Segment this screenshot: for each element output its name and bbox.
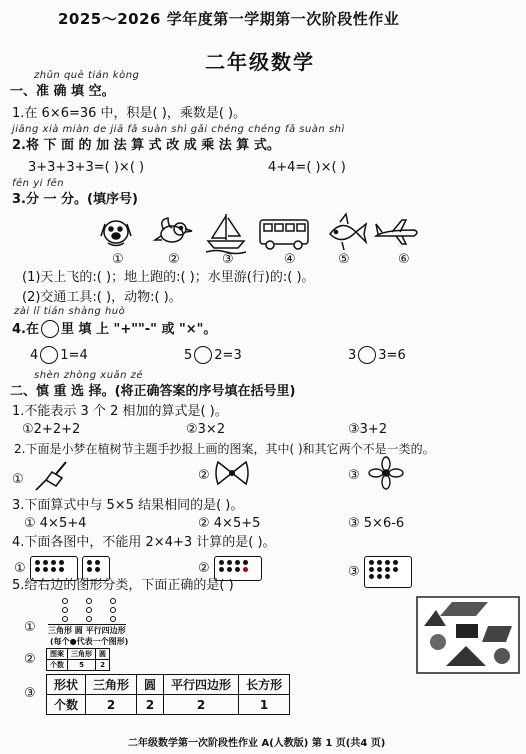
- q4-item-1: 4 1=4: [30, 348, 88, 363]
- flower-icon: [368, 456, 404, 490]
- section1-pinyin: zhǔn què tián kòng: [34, 70, 140, 81]
- bow-icon: [214, 458, 250, 488]
- worksheet-title: 2025～2026 学年度第一学期第一次阶段性作业: [58, 10, 400, 28]
- q4-heading: [12, 320, 216, 338]
- s2-q3: 3.下面算式中与 5×5 结果相同的是( )。: [12, 498, 244, 513]
- s2-q4-opt3: ③: [348, 556, 412, 588]
- s2-q4-opt2: ②: [198, 556, 262, 581]
- answer-circle-icon: [358, 346, 376, 364]
- shapes-picture: [416, 596, 520, 674]
- fish-icon: [330, 214, 366, 250]
- s2-q2: 2.下面是小梦在植树节主题手抄报上画的图案，其中( )和其它两个不是一类的。: [14, 442, 435, 456]
- q3-part2: (2)交通工具:( )，动物:( )。: [22, 290, 182, 305]
- shape-count-table: [46, 674, 290, 715]
- table-cell: 2: [86, 695, 137, 715]
- s2-q1-opt2: ②3×2: [186, 422, 226, 437]
- s2-q4: 4.下面各图中，不能用 2×4+3 计算的是( )。: [12, 535, 276, 550]
- q2-line1: 3+3+3+3=( )×( ): [28, 160, 145, 175]
- s2-q1-opt3: ③3+2: [348, 422, 388, 437]
- s2-q5-num2: ②: [24, 652, 36, 667]
- answer-circle-icon: [41, 320, 59, 338]
- bus-icon: [260, 220, 308, 249]
- circle-shape: [494, 648, 510, 664]
- dots-card-icon: [364, 556, 412, 588]
- q4-pinyin: zài lǐ tián shàng huò: [14, 306, 126, 317]
- s2-q5: 5.给右边的图形分类，下面正确的是( ): [12, 578, 234, 593]
- answer-circle-icon: [40, 346, 58, 364]
- small-count-table: 图案 三角形 圆 个数 5 2: [46, 648, 110, 671]
- q3-picture-row: [100, 212, 420, 262]
- page-footer: 二年级数学第一次阶段性作业 A(人教版) 第 1 页(共4 页): [128, 738, 386, 749]
- s2-q2-num1: ①: [12, 472, 24, 487]
- q4-item-3: 3 3=6: [348, 348, 406, 363]
- s2-q5-num3: ③: [24, 686, 36, 701]
- q3-num-2: ②: [168, 252, 180, 267]
- table-cell: 个数: [47, 695, 86, 715]
- dog-icon: [101, 221, 131, 246]
- s2-q3-opt2: ② 4×5+5: [198, 516, 261, 531]
- sailboat-icon: [206, 214, 246, 254]
- s2-q1-opt1: ①2+2+2: [22, 422, 81, 437]
- q4-heading-b: 里 填 上 "+""-" 或 "×"。: [60, 322, 217, 337]
- s2-q5-num1: ①: [24, 620, 36, 635]
- q3-part1: (1)天上飞的:( )；地上跑的:( )；水里游(行)的:( )。: [22, 270, 315, 285]
- s2-q2-num3: ③: [348, 468, 360, 483]
- answer-circle-icon: [194, 346, 212, 364]
- shovel-icon: [30, 458, 70, 494]
- dot-chart-labels: 三角形 圆 平行四边形: [48, 626, 126, 635]
- bird-icon: [155, 218, 192, 242]
- q4-item-2: 5 2=3: [184, 348, 242, 363]
- table-header-cell: 长方形: [239, 675, 290, 695]
- dot-chart-note: (每个●代表一个图形): [50, 637, 129, 646]
- table-cell: 2: [164, 695, 239, 715]
- q1-fill-blank: 1.在 6×6=36 中，积是( )，乘数是( )。: [12, 106, 247, 121]
- q2-heading: 2.将 下 面 的 加 法 算 式 改 成 乘 法 算 式。: [12, 138, 280, 153]
- q4-heading-a: 4.在: [12, 322, 39, 337]
- subject-title: 二年级数学: [205, 50, 315, 74]
- section2-heading: 二、慎 重 选 择。(将正确答案的序号填在括号里): [10, 384, 296, 399]
- q3-pinyin: fēn yi fēn: [12, 178, 65, 189]
- q2-pinyin: jiāng xià miàn de jiā fǎ suàn shì gǎi chéng chéng fǎ suàn shì: [12, 124, 345, 135]
- circle-shape: [430, 634, 446, 650]
- airplane-icon: [376, 220, 417, 244]
- section2-pinyin: shèn zhòng xuǎn zé: [34, 370, 144, 381]
- q2-line2: 4+4=( )×( ): [268, 160, 346, 175]
- s2-q3-opt1: ① 4×5+4: [24, 516, 87, 531]
- s2-q1: 1.不能表示 3 个 2 相加的算式是( )。: [12, 404, 228, 419]
- table-cell: 2: [137, 695, 164, 715]
- table-header-cell: 三角形: [86, 675, 137, 695]
- rectangle-shape: [456, 624, 478, 638]
- q3-num-6: ⑥: [398, 252, 410, 267]
- s2-q4-opt1: ①: [14, 556, 110, 581]
- q3-num-1: ①: [112, 252, 124, 267]
- table-header-cell: 平行四边形: [164, 675, 239, 695]
- table-header-cell: 形状: [47, 675, 86, 695]
- section1-heading: 一、准 确 填 空。: [10, 84, 115, 99]
- s2-q2-num2: ②: [198, 468, 210, 483]
- q3-num-4: ④: [284, 252, 296, 267]
- q3-heading: 3.分 一 分。(填序号): [12, 192, 138, 207]
- q3-num-3: ③: [222, 252, 234, 267]
- s2-q3-opt3: ③ 5×6-6: [348, 516, 405, 531]
- q3-pictures-svg: [100, 212, 420, 262]
- table-cell: 1: [239, 695, 290, 715]
- q3-num-5: ⑤: [338, 252, 350, 267]
- table-header-cell: 圆: [137, 675, 164, 695]
